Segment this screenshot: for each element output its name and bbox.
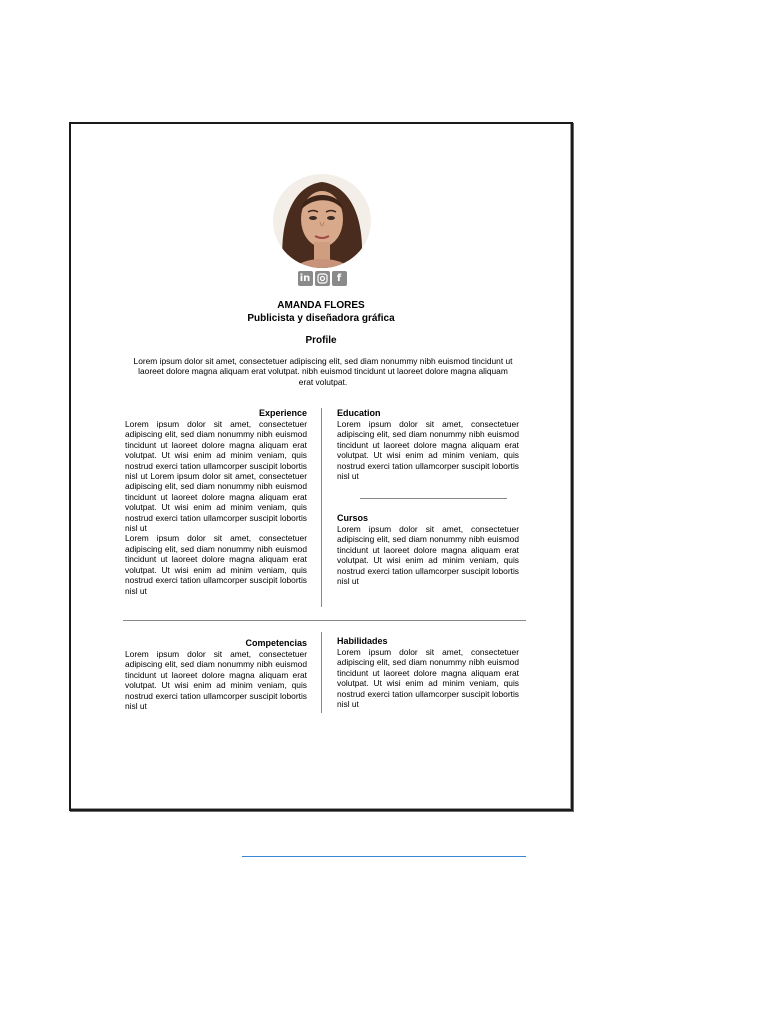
habilidades-heading: Habilidades (337, 636, 388, 646)
habilidades-text: Lorem ipsum dolor sit amet, consectetuer adipiscing elit, sed diam nonummy nibh euismod tincidunt ut laoreet dolore magna aliquam erat volutpat. Ut wisi enim ad minim veniam, quis nostrud exerci tation ullamcorper suscipit lobortis nisl ut (337, 647, 519, 710)
competencias-heading: Competencias (245, 638, 307, 648)
education-section (337, 408, 519, 481)
competencias-section (125, 638, 307, 711)
cursos-text: Lorem ipsum dolor sit amet, consectetuer adipiscing elit, sed diam nonummy nibh euismod tincidunt ut laoreet dolore magna aliquam erat volutpat. Ut wisi enim ad minim veniam, quis nostrud exerci tation ullamcorper suscipit lobortis nisl ut (337, 524, 519, 587)
link-underline (242, 856, 526, 857)
job-title: Publicista y diseñadora gráfica (247, 313, 395, 324)
instagram-icon[interactable] (315, 271, 330, 286)
profile-photo (273, 174, 371, 268)
social-links (297, 271, 347, 287)
experience-text: Lorem ipsum dolor sit amet, consectetuer adipiscing elit, sed diam nonummy nibh euismod tincidunt ut laoreet dolore magna aliquam erat volutpat. Ut wisi enim ad minim veniam, quis nostrud exerci tation ullamcorper suscipit lobortis nisl ut Lorem ipsum dolor sit amet, consectetuer adipiscing elit, sed diam nonummy nibh euismod tincidunt ut laoreet dolore magna aliquam erat volutpat. Ut wisi enim ad minim veniam, quis nostrud exerci tation ullamcorper suscipit lobortis nisl ut (125, 419, 307, 534)
cursos-section (337, 513, 519, 586)
cursos-heading: Cursos (337, 513, 369, 523)
resume-page (69, 122, 573, 811)
profile-heading: Profile (305, 335, 337, 346)
competencias-text: Lorem ipsum dolor sit amet, consectetuer adipiscing elit, sed diam nonummy nibh euismod tincidunt ut laoreet dolore magna aliquam erat volutpat. Ut wisi enim ad minim veniam, quis nostrud exerci tation ullamcorper suscipit lobortis nisl ut (125, 649, 307, 712)
habilidades-section (337, 636, 519, 709)
linkedin-icon[interactable]: in (298, 271, 313, 286)
experience-text: Lorem ipsum dolor sit amet, consectetuer adipiscing elit, sed diam nonummy nibh euismod tincidunt ut laoreet dolore magna aliquam erat volutpat. Ut wisi enim ad minim veniam, quis nostrud exerci tation ullamcorper suscipit lobortis nisl ut (125, 533, 307, 596)
column-divider (321, 632, 322, 713)
column-divider (321, 408, 322, 607)
portrait-image (273, 174, 371, 268)
facebook-icon[interactable]: f (332, 271, 347, 286)
experience-section (125, 408, 307, 596)
education-heading: Education (337, 408, 381, 418)
divider (360, 498, 507, 499)
experience-heading: Experience (258, 408, 307, 418)
section-divider (123, 620, 526, 621)
person-name: AMANDA FLORES (277, 300, 365, 311)
profile-text: Lorem ipsum dolor sit amet, consectetuer adipiscing elit, sed diam nonummy nibh euismod tincidunt ut laoreet dolore magna aliquam erat volutpat. nibh euismod tincidunt ut laoreet dolore magna aliquam erat volutpat. (133, 356, 513, 387)
education-text: Lorem ipsum dolor sit amet, consectetuer adipiscing elit, sed diam nonummy nibh euismod tincidunt ut laoreet dolore magna aliquam erat volutpat. Ut wisi enim ad minim veniam, quis nostrud exerci tation ullamcorper suscipit lobortis nisl ut (337, 419, 519, 482)
